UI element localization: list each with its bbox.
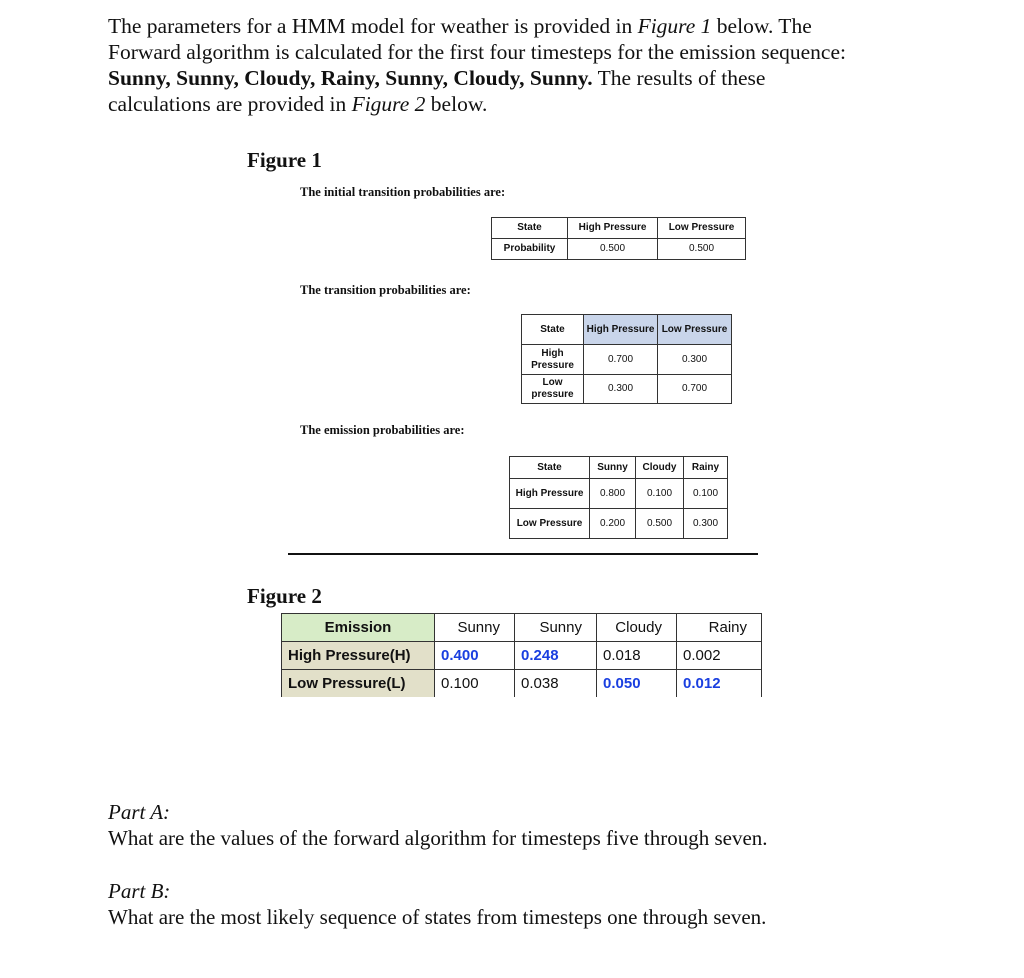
- transition-row-high: High Pressure: [522, 345, 584, 375]
- results-cell: 0.400: [435, 642, 515, 670]
- results-cell: 0.038: [515, 670, 597, 698]
- transition-cell: 0.300: [658, 345, 732, 375]
- emission-cell: 0.100: [636, 479, 684, 509]
- transition-header-low: Low Pressure: [658, 315, 732, 345]
- initial-probabilities-table: [491, 217, 746, 260]
- intro-line-4: calculations are provided in Figure 2 below.: [108, 92, 488, 116]
- section-divider: [288, 553, 758, 555]
- results-row-low-label: Low Pressure(L): [282, 670, 435, 698]
- transition-probabilities-label: The transition probabilities are:: [300, 283, 471, 297]
- part-a-question: What are the values of the forward algorithm for timesteps five through seven.: [108, 826, 768, 850]
- initial-row-label: Probability: [492, 239, 568, 260]
- results-cell: 0.002: [677, 642, 762, 670]
- forward-results-table: [281, 613, 762, 697]
- results-cell: 0.248: [515, 642, 597, 670]
- figure-2-title: Figure 2: [247, 584, 322, 608]
- transition-cell: 0.700: [584, 345, 658, 375]
- emission-cell: 0.500: [636, 509, 684, 539]
- figure-1-title: Figure 1: [247, 148, 322, 172]
- emission-probabilities-table: [509, 456, 728, 539]
- transition-row-low: Low pressure: [522, 375, 584, 404]
- transition-corner: State: [522, 315, 584, 345]
- results-header: Rainy: [677, 614, 762, 642]
- initial-header-high: High Pressure: [568, 218, 658, 239]
- emission-header-rainy: Rainy: [684, 457, 728, 479]
- emission-row-high: High Pressure: [510, 479, 590, 509]
- results-corner: Emission: [282, 614, 435, 642]
- emission-cell: 0.100: [684, 479, 728, 509]
- emission-corner: State: [510, 457, 590, 479]
- results-cell: 0.018: [597, 642, 677, 670]
- emission-cell: 0.200: [590, 509, 636, 539]
- transition-probabilities-table: [521, 314, 732, 404]
- transition-header-high: High Pressure: [584, 315, 658, 345]
- initial-value-high: 0.500: [568, 239, 658, 260]
- intro-paragraph: [108, 13, 988, 117]
- part-b-question: What are the most likely sequence of states from timesteps one through seven.: [108, 905, 767, 929]
- part-a-label: Part A:: [108, 800, 171, 824]
- transition-cell: 0.300: [584, 375, 658, 404]
- results-row-high-label: High Pressure(H): [282, 642, 435, 670]
- initial-header-state: State: [492, 218, 568, 239]
- emission-header-sunny: Sunny: [590, 457, 636, 479]
- results-cell: 0.100: [435, 670, 515, 698]
- intro-line-1: The parameters for a HMM model for weather is provided in Figure 1 below. The: [108, 14, 812, 38]
- intro-line-2: Forward algorithm is calculated for the first four timesteps for the emission sequence:: [108, 40, 846, 64]
- results-header: Cloudy: [597, 614, 677, 642]
- initial-probabilities-label: The initial transition probabilities are:: [300, 185, 506, 199]
- results-cell: 0.012: [677, 670, 762, 698]
- results-header: Sunny: [435, 614, 515, 642]
- results-cell: 0.050: [597, 670, 677, 698]
- intro-line-3: Sunny, Sunny, Cloudy, Rainy, Sunny, Cloudy, Sunny. The results of these: [108, 66, 766, 90]
- emission-cell: 0.800: [590, 479, 636, 509]
- emission-cell: 0.300: [684, 509, 728, 539]
- initial-header-low: Low Pressure: [658, 218, 746, 239]
- part-b-label: Part B:: [108, 879, 171, 903]
- initial-value-low: 0.500: [658, 239, 746, 260]
- emission-header-cloudy: Cloudy: [636, 457, 684, 479]
- emission-row-low: Low Pressure: [510, 509, 590, 539]
- transition-cell: 0.700: [658, 375, 732, 404]
- results-header: Sunny: [515, 614, 597, 642]
- emission-probabilities-label: The emission probabilities are:: [300, 423, 465, 437]
